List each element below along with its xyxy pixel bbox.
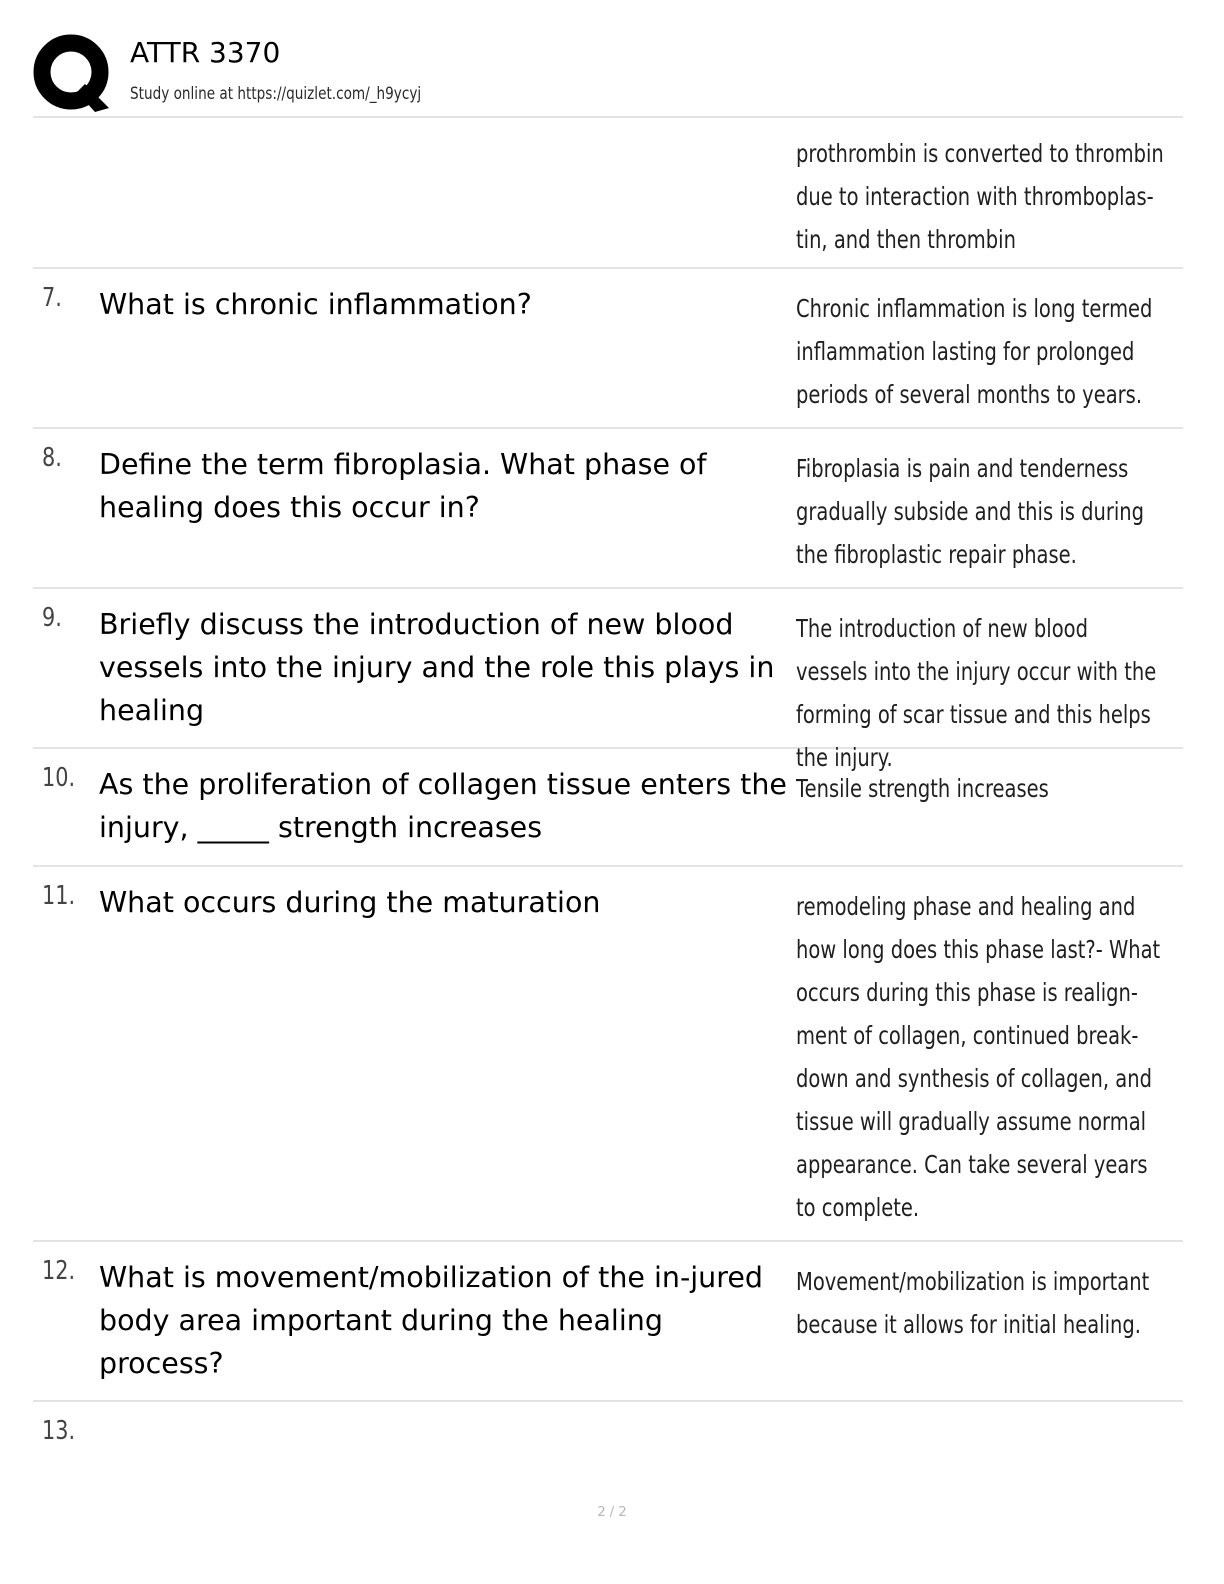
card-12 xyxy=(33,1256,1183,1402)
card-9 xyxy=(33,603,1183,772)
card-11 xyxy=(33,881,1183,1242)
card-term: Define the term fibroplasia. What phase of healing does this occur in? xyxy=(99,448,707,524)
page-number: 2 / 2 xyxy=(597,1505,627,1520)
card-term: Briefly discuss the introduction of new blood vessels into the injury and the role this plays in healing xyxy=(99,608,775,727)
card-number: 7. xyxy=(42,283,62,313)
card-term: What is movement/mobilization of the in-jured body area important during the healing process? xyxy=(99,1261,763,1380)
study-online-link[interactable]: Study online at https://quizlet.com/_h9ycyj xyxy=(130,84,422,104)
card-definition: Fibroplasia is pain and tenderness gradually subside and this is during the fibroplastic repair phase. xyxy=(796,454,1145,569)
card-number: 8. xyxy=(42,443,62,473)
card-13 xyxy=(33,1416,1183,1476)
card-continued xyxy=(33,128,1183,269)
card-definition: Tensile strength increases xyxy=(796,774,1049,803)
header-divider xyxy=(33,116,1183,118)
card-definition: Chronic inflammation is long termed inflammation lasting for prolonged periods of several months to years. xyxy=(796,294,1153,409)
card-definition: remodeling phase and healing and how long does this phase last?- What occurs during this phase is realign-ment of collagen, continued break-down and synthesis of collagen, and tissue will gradually assume normal appearance. Can take several years to complete. xyxy=(796,892,1161,1222)
card-number: 13. xyxy=(42,1416,76,1446)
card-number: 12. xyxy=(42,1256,76,1286)
card-term: What is chronic inflammation? xyxy=(99,288,532,321)
card-definition: Movement/mobilization is important because it allows for initial healing. xyxy=(796,1267,1150,1339)
document-title: ATTR 3370 xyxy=(130,36,281,69)
card-8 xyxy=(33,443,1183,589)
card-number: 9. xyxy=(42,603,62,633)
page-header xyxy=(33,34,1183,118)
card-10 xyxy=(33,763,1183,867)
card-number: 11. xyxy=(42,881,76,911)
card-term: As the proliferation of collagen tissue enters the injury, _____ strength increases xyxy=(99,768,787,844)
card-number: 10. xyxy=(42,763,76,793)
card-definition: The introduction of new blood vessels into the injury occur with the forming of scar tissue and this helps the injury. xyxy=(796,614,1157,772)
card-term: What occurs during the maturation xyxy=(99,886,601,919)
card-7 xyxy=(33,283,1183,429)
card-definition: prothrombin is converted to thrombin due to interaction with thromboplas-tin, and then thrombin xyxy=(796,139,1164,254)
quizlet-q-logo-icon xyxy=(33,34,113,114)
